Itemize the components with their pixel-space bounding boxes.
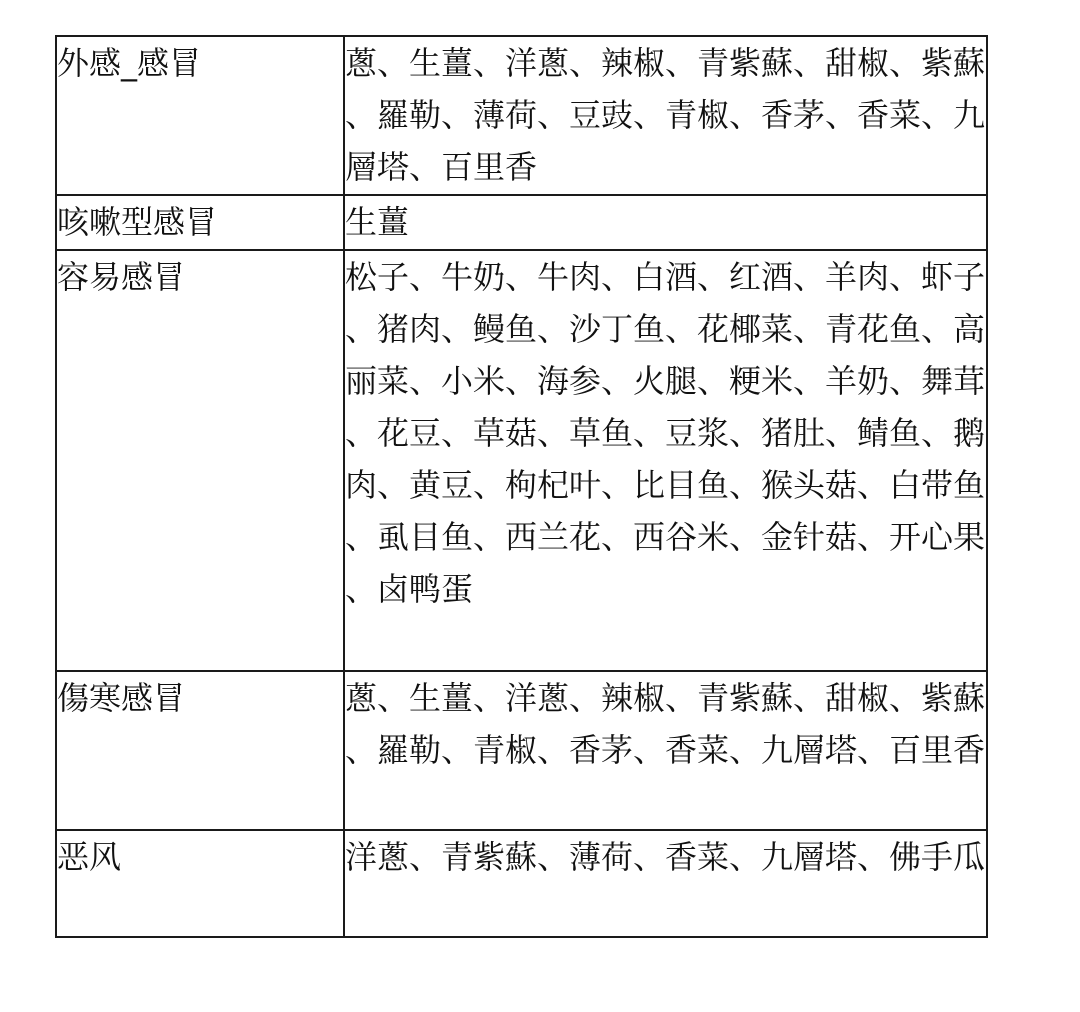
table-row xyxy=(56,830,987,937)
table-row xyxy=(56,671,987,830)
foods-cell: 蔥、生薑、洋蔥、辣椒、青紫蘇、甜椒、紫蘇、羅勒、薄荷、豆豉、青椒、香茅、香菜、九層塔、百里香 xyxy=(344,36,987,195)
table-row xyxy=(56,195,987,250)
condition-cell: 傷寒感冒 xyxy=(56,671,344,830)
foods-cell: 生薑 xyxy=(344,195,987,250)
table-row xyxy=(56,250,987,671)
condition-cell: 恶风 xyxy=(56,830,344,937)
condition-cell: 外感_感冒 xyxy=(56,36,344,195)
foods-cell: 洋蔥、青紫蘇、薄荷、香菜、九層塔、佛手瓜 xyxy=(344,830,987,937)
foods-cell: 蔥、生薑、洋蔥、辣椒、青紫蘇、甜椒、紫蘇、羅勒、青椒、香茅、香菜、九層塔、百里香 xyxy=(344,671,987,830)
condition-cell: 咳嗽型感冒 xyxy=(56,195,344,250)
table-row xyxy=(56,36,987,195)
food-condition-table xyxy=(55,35,988,938)
condition-cell: 容易感冒 xyxy=(56,250,344,671)
foods-cell: 松子、牛奶、牛肉、白酒、红酒、羊肉、虾子、猪肉、鳗鱼、沙丁鱼、花椰菜、青花鱼、高丽菜、小米、海参、火腿、粳米、羊奶、舞茸、花豆、草菇、草鱼、豆浆、猪肚、鲭鱼、鹅肉、黄豆、枸杞叶、比目鱼、猴头菇、白带鱼、虱目鱼、西兰花、西谷米、金针菇、开心果、卤鸭蛋 xyxy=(344,250,987,671)
